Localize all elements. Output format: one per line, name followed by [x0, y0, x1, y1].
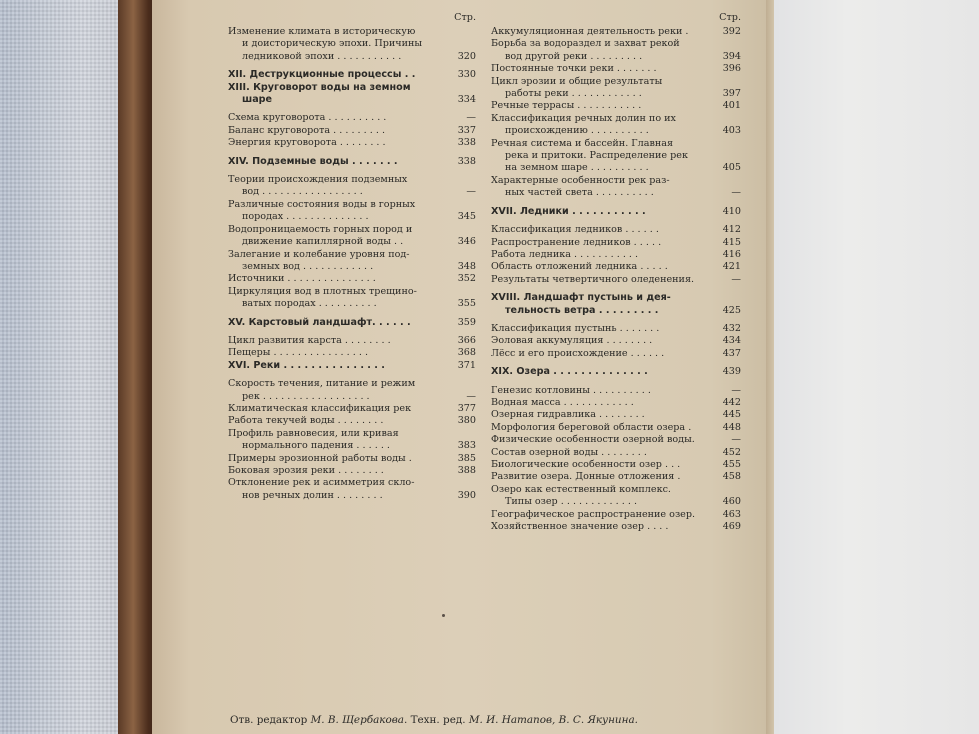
toc-entry-row [228, 186, 476, 198]
toc-entry-row [491, 447, 741, 459]
toc-entry-text: вод другой реки . . . . . . . . . [505, 50, 643, 62]
toc-entry-row [228, 490, 476, 502]
toc-list-left [228, 26, 476, 502]
toc-entry-text: вод . . . . . . . . . . . . . . . . . [242, 186, 363, 198]
toc-entry-text: Скорость течения, питание и режим [228, 378, 416, 390]
toc-entry [228, 125, 476, 137]
toc-entry-text: Схема круговорота . . . . . . . . . . [228, 112, 387, 124]
toc-entry-row [228, 94, 476, 106]
toc-page-number: 425 [722, 304, 741, 316]
toc-page-number: 337 [457, 124, 476, 136]
toc-entry [491, 76, 741, 101]
toc-entry [228, 273, 476, 285]
toc-page-number: 396 [722, 63, 741, 75]
toc-entry [228, 112, 476, 124]
toc-entry-row [491, 459, 741, 471]
toc-list-right [491, 26, 741, 533]
toc-entry-text: движение капиллярной воды . . [242, 236, 404, 248]
toc-entry [491, 38, 741, 63]
toc-page-number: — [731, 434, 741, 446]
toc-page-number: 320 [457, 50, 476, 62]
toc-entry-row [491, 88, 741, 100]
toc-page-number: 394 [722, 50, 741, 62]
toc-entry-text: Работа ледника . . . . . . . . . . . [491, 248, 639, 260]
toc-entry-row [491, 434, 741, 446]
toc-entry-text: Аккумуляционная деятельность реки . [491, 26, 689, 37]
toc-entry [228, 199, 476, 224]
toc-entry [491, 509, 741, 521]
toc-entry-text: Состав озерной воды . . . . . . . . [491, 446, 647, 458]
toc-entry [491, 249, 741, 261]
toc-page-number: 366 [457, 334, 476, 346]
imprint-tech-names: М. И. Натапов, В. С. Якунина. [468, 714, 638, 726]
toc-entry [228, 428, 476, 453]
toc-entry-text: Озерная гидравлика . . . . . . . . [491, 409, 645, 421]
toc-entry-row [228, 317, 476, 329]
toc-entry-text: Климатическая классификация рек [228, 402, 412, 414]
toc-entry-row [228, 360, 476, 372]
toc-entry [491, 138, 741, 175]
toc-entry-text: Физические особенности озерной воды. [491, 434, 695, 446]
toc-page-number: 401 [722, 100, 741, 112]
toc-entry-row [491, 509, 741, 521]
toc-page-number: 377 [457, 402, 476, 414]
toc-right-column [491, 12, 741, 533]
toc-page-number: 352 [457, 273, 476, 285]
toc-entry-text: Цикл эрозии и общие результаты [491, 75, 663, 87]
toc-entry [228, 415, 476, 427]
toc-entry-text: Классификация ледников . . . . . . [491, 224, 659, 236]
toc-entry-row [491, 471, 741, 483]
toc-entry-row [228, 298, 476, 310]
toc-entry [228, 453, 476, 465]
toc-entry-row [491, 261, 741, 273]
toc-entry-row [491, 385, 741, 397]
toc-chapter [228, 69, 476, 81]
toc-page-number: 334 [457, 94, 476, 106]
toc-entry [228, 137, 476, 149]
toc-page-number: 460 [722, 496, 741, 508]
toc-entry-text: Водная масса . . . . . . . . . . . . [491, 396, 634, 408]
toc-page-number: 359 [457, 316, 476, 328]
toc-entry-text: работы реки . . . . . . . . . . . . [505, 88, 642, 100]
toc-entry-text: и доисторическую эпохи. Причины [242, 38, 423, 50]
toc-page-number: 390 [457, 489, 476, 501]
toc-entry [491, 63, 741, 75]
toc-entry-row [228, 137, 476, 149]
toc-entry-row [491, 422, 741, 434]
toc-entry-row [491, 366, 741, 378]
toc-page-number: — [731, 187, 741, 199]
toc-entry-text: Энергия круговорота . . . . . . . . [228, 137, 386, 149]
toc-entry [491, 261, 741, 273]
toc-page-number: 448 [722, 421, 741, 433]
imprint-tech-label: Техн. ред. [407, 714, 469, 726]
toc-entry-row [228, 273, 476, 285]
toc-entry-row [228, 335, 476, 347]
toc-page-number: 452 [722, 446, 741, 458]
toc-entry-text: XVI. Реки . . . . . . . . . . . . . . . [228, 359, 385, 371]
toc-entry-text: Речная система и бассейн. Главная [491, 137, 674, 149]
toc-entry-text: XIX. Озера . . . . . . . . . . . . . . [491, 366, 648, 378]
toc-entry-row [228, 51, 476, 63]
toc-entry-row [228, 236, 476, 248]
imprint-line [230, 714, 770, 726]
toc-entry-text: ледниковой эпохи . . . . . . . . . . . [242, 50, 402, 62]
toc-entry-text: Циркуляция вод в плотных трещино- [228, 285, 417, 297]
toc-entry-text: Результаты четвертичного оледенения. [491, 273, 695, 285]
toc-page-number: 338 [457, 155, 476, 167]
toc-page-number: 392 [722, 26, 741, 37]
toc-chapter [228, 360, 476, 372]
toc-entry-text: Изменение климата в историческую [228, 26, 416, 37]
toc-page-number: 385 [457, 452, 476, 464]
toc-entry-row [228, 440, 476, 452]
toc-entry-row [228, 156, 476, 168]
toc-entry-text: шаре [242, 94, 273, 106]
toc-entry-text: происхождению . . . . . . . . . . [505, 125, 649, 137]
toc-entry [491, 348, 741, 360]
toc-page-number: 380 [457, 415, 476, 427]
toc-entry-text: Типы озер . . . . . . . . . . . . . [505, 496, 637, 508]
toc-entry-text: Борьба за водораздел и захват рекой [491, 38, 680, 50]
toc-page-number: 421 [722, 261, 741, 273]
toc-page-number: 455 [722, 459, 741, 470]
toc-chapter [491, 206, 741, 218]
toc-entry [491, 434, 741, 446]
toc-page-number: 345 [457, 211, 476, 223]
toc-entry-text: земных вод . . . . . . . . . . . . [242, 260, 374, 272]
toc-entry-text: на земном шаре . . . . . . . . . . [505, 162, 649, 174]
toc-entry [228, 335, 476, 347]
toc-page-number: 445 [722, 409, 741, 421]
toc-entry-text: ватых породах . . . . . . . . . . [242, 298, 377, 310]
toc-entry-row [228, 403, 476, 415]
toc-entry-row [491, 305, 741, 317]
toc-page-number: 437 [722, 347, 741, 359]
imprint-editor-label: Отв. редактор [230, 714, 311, 726]
toc-entry-text: Биологические особенности озер . . . [491, 459, 681, 470]
toc-entry-text: Цикл развития карста . . . . . . . . [228, 334, 391, 346]
toc-page-number: 383 [457, 440, 476, 452]
toc-chapter [228, 82, 476, 107]
toc-entry-text: Область отложений ледника . . . . . [491, 261, 668, 273]
toc-entry [228, 378, 476, 403]
toc-entry-row [228, 69, 476, 81]
toc-entry-text: Морфология береговой области озера . [491, 421, 692, 433]
toc-entry [491, 385, 741, 397]
toc-entry [491, 224, 741, 236]
page-column-label: Стр. [719, 12, 741, 23]
toc-entry-text: Классификация речных долин по их [491, 112, 676, 124]
toc-entry-row [491, 274, 741, 286]
toc-entry-text: Характерные особенности рек раз- [491, 174, 670, 186]
toc-page-number: 458 [722, 471, 741, 483]
toc-entry [491, 422, 741, 434]
toc-page-number: — [466, 186, 476, 198]
toc-entry-text: Хозяйственное значение озер . . . . [491, 521, 669, 533]
toc-entry-row [491, 51, 741, 63]
toc-entry [228, 465, 476, 477]
toc-entry [228, 174, 476, 199]
toc-page-number: — [731, 273, 741, 285]
toc-page-number: 348 [457, 260, 476, 272]
toc-entry-text: Распространение ледников . . . . . [491, 236, 662, 248]
toc-entry-text: Лёсс и его происхождение . . . . . . [491, 347, 665, 359]
toc-entry-text: Профиль равновесия, или кривая [228, 427, 399, 439]
book-spine [118, 0, 156, 734]
toc-entry-row [228, 211, 476, 223]
toc-page-number: — [466, 390, 476, 402]
toc-entry-text: Эоловая аккумуляция . . . . . . . . [491, 335, 653, 347]
toc-entry-row [228, 415, 476, 427]
toc-entry-text: Постоянные точки реки . . . . . . . [491, 63, 657, 75]
toc-entry-text: Водопроницаемость горных пород и [228, 223, 413, 235]
toc-entry-text: Баланс круговорота . . . . . . . . . [228, 124, 385, 136]
toc-entry-row [228, 453, 476, 465]
toc-page-number: 415 [722, 236, 741, 248]
imprint-editor-name: М. В. Щербакова. [310, 714, 408, 726]
toc-page-number: 355 [457, 298, 476, 310]
toc-entry-text: XVIII. Ландшафт пустынь и дея- [491, 292, 671, 304]
toc-entry-text: XIII. Круговорот воды на земном [228, 81, 411, 93]
toc-entry [491, 447, 741, 459]
toc-entry-text: XV. Карстовый ландшафт. . . . . . [228, 316, 411, 328]
toc-entry-row [491, 237, 741, 249]
toc-page-number: 412 [722, 224, 741, 236]
toc-entry-row [228, 261, 476, 273]
toc-entry-row [491, 63, 741, 75]
toc-entry-row [491, 496, 741, 508]
toc-entry [491, 397, 741, 409]
toc-entry [491, 274, 741, 286]
toc-entry [491, 471, 741, 483]
page-column-label: Стр. [454, 12, 476, 23]
toc-entry-row [491, 100, 741, 112]
toc-entry-text: нов речных долин . . . . . . . . [242, 489, 383, 501]
toc-entry-text: ных частей света . . . . . . . . . . [505, 187, 654, 199]
toc-page-number: 405 [722, 162, 741, 174]
toc-entry-text: Различные состояния воды в горных [228, 198, 416, 210]
toc-entry-row [491, 323, 741, 335]
toc-entry-row [491, 348, 741, 360]
toc-entry-text: Классификация пустынь . . . . . . . [491, 322, 660, 334]
toc-page-number: 368 [457, 347, 476, 359]
toc-page-number: 469 [722, 521, 741, 533]
toc-entry-text: Боковая эрозия реки . . . . . . . . [228, 465, 384, 476]
toc-page-number: 442 [722, 396, 741, 408]
toc-entry-text: тельность ветра . . . . . . . . . [505, 304, 659, 316]
toc-entry-row [228, 347, 476, 359]
toc-entry-text: Географическое распространение озер. [491, 508, 696, 520]
toc-entry [228, 249, 476, 274]
toc-entry-text: Примеры эрозионной работы воды . [228, 452, 412, 464]
toc-left-column [228, 12, 476, 502]
toc-entry [491, 521, 741, 533]
toc-entry [491, 484, 741, 509]
toc-entry-row [228, 112, 476, 124]
toc-entry-text: Генезис котловины . . . . . . . . . . [491, 384, 651, 396]
toc-entry-row [491, 249, 741, 261]
toc-chapter [228, 156, 476, 168]
toc-entry-row [491, 187, 741, 199]
toc-entry [491, 175, 741, 200]
toc-entry [491, 237, 741, 249]
toc-entry-row [228, 125, 476, 137]
toc-entry [228, 286, 476, 311]
toc-entry-text: Залегание и колебание уровня под- [228, 248, 410, 260]
toc-page-number: 439 [722, 366, 741, 378]
toc-entry [491, 323, 741, 335]
toc-entry-text: XII. Деструкционные процессы . . [228, 69, 416, 81]
toc-entry-row [491, 409, 741, 421]
toc-entry-text: нормального падения . . . . . . [242, 440, 390, 452]
printer-mark [442, 614, 445, 617]
toc-page-number: 388 [457, 465, 476, 476]
table-surface [760, 0, 979, 734]
toc-page-number: 434 [722, 335, 741, 347]
toc-entry [491, 26, 741, 38]
toc-entry-text: Теории происхождения подземных [228, 174, 408, 186]
toc-entry [491, 409, 741, 421]
toc-entry [228, 26, 476, 63]
toc-page-number: 463 [722, 508, 741, 520]
toc-entry-row [491, 224, 741, 236]
toc-entry-text: Работа текучей воды . . . . . . . . [228, 415, 384, 427]
toc-entry [228, 347, 476, 359]
toc-entry-text: Речные террасы . . . . . . . . . . . [491, 100, 642, 112]
toc-entry-text: Озеро как естественный комплекс. [491, 483, 671, 495]
toc-entry [491, 459, 741, 471]
toc-entry-row [491, 521, 741, 533]
toc-chapter [228, 317, 476, 329]
toc-page-number: 416 [722, 248, 741, 260]
toc-entry-text: XVII. Ледники . . . . . . . . . . . [491, 205, 646, 217]
toc-entry [228, 224, 476, 249]
toc-entry-row [491, 125, 741, 137]
toc-entry-text: рек . . . . . . . . . . . . . . . . . . [242, 390, 370, 402]
toc-page-number: 397 [722, 88, 741, 100]
toc-page-number: 338 [457, 137, 476, 149]
toc-page-number: 371 [457, 359, 476, 371]
toc-page-number: 346 [457, 236, 476, 248]
toc-entry-text: Отклонение рек и асимметрия скло- [228, 477, 415, 489]
toc-chapter [491, 292, 741, 317]
toc-entry-text: XIV. Подземные воды . . . . . . . [228, 155, 398, 167]
page-edge [766, 0, 774, 734]
toc-entry [491, 335, 741, 347]
toc-entry-row [491, 162, 741, 174]
toc-entry-row [491, 397, 741, 409]
toc-page-number: 410 [722, 205, 741, 217]
toc-entry [228, 477, 476, 502]
toc-page-number: 432 [722, 322, 741, 334]
toc-entry-text: Пещеры . . . . . . . . . . . . . . . . [228, 347, 369, 359]
toc-page-number: 330 [457, 69, 476, 81]
toc-entry-text: река и притоки. Распределение рек [505, 150, 688, 162]
toc-entry-text: Развитие озера. Донные отложения . [491, 471, 681, 483]
toc-entry-row [491, 26, 741, 38]
toc-page-number: 403 [722, 125, 741, 137]
toc-entry [491, 100, 741, 112]
toc-page-number: — [731, 384, 741, 396]
toc-entry-row [228, 391, 476, 403]
toc-entry-row [491, 206, 741, 218]
toc-chapter [491, 366, 741, 378]
toc-page-number: — [466, 112, 476, 124]
toc-entry [228, 403, 476, 415]
toc-entry [491, 113, 741, 138]
toc-entry-text: Источники . . . . . . . . . . . . . . . [228, 273, 376, 285]
toc-entry-row [228, 465, 476, 477]
toc-entry-text: породах . . . . . . . . . . . . . . [242, 211, 369, 223]
toc-entry-row [491, 335, 741, 347]
